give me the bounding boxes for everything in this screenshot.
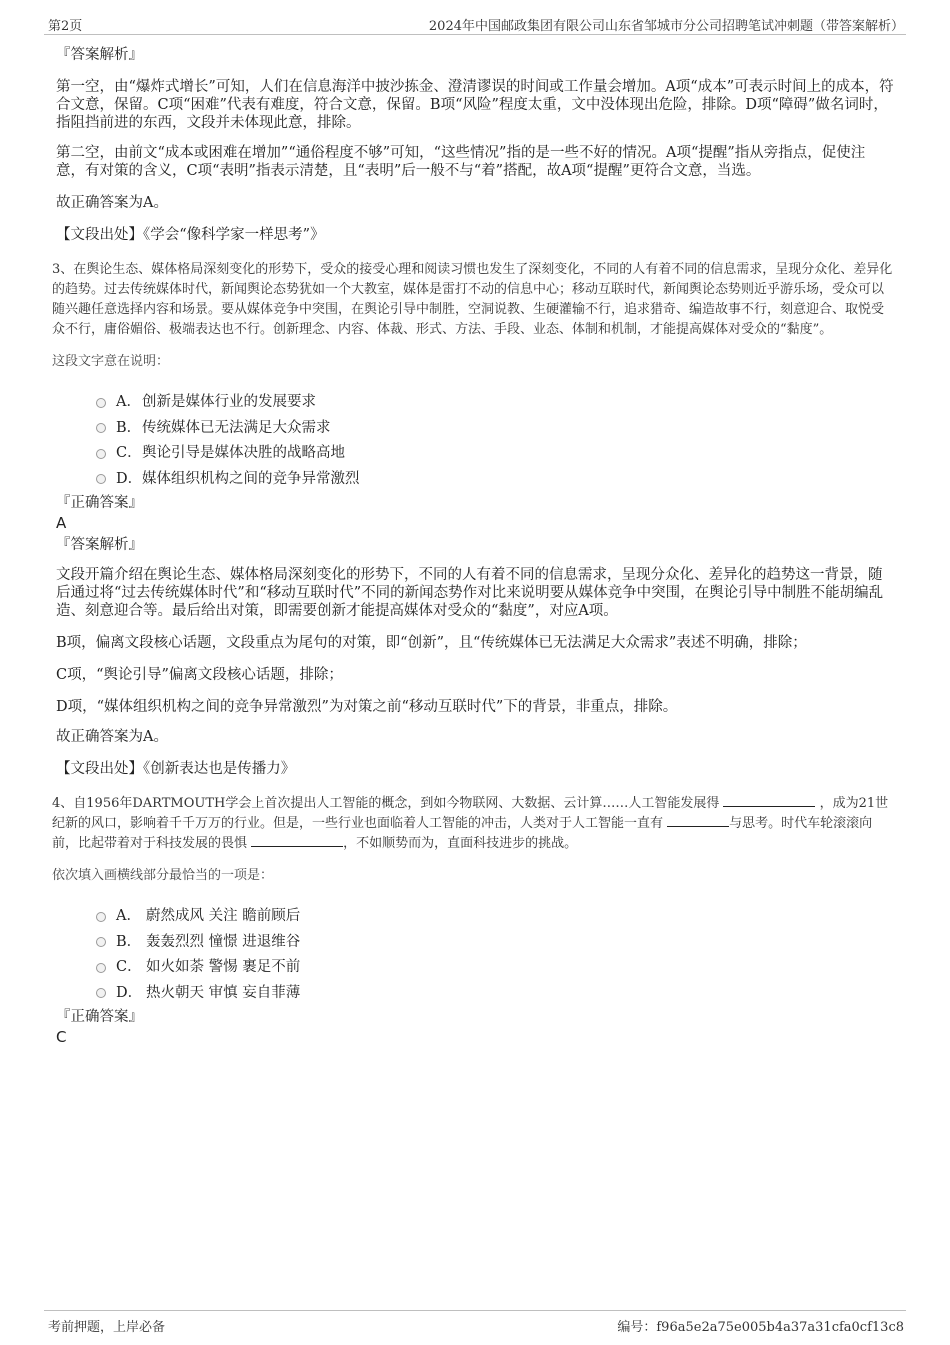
page-number: 第2页 bbox=[48, 19, 83, 34]
option-text: 媒体组织机构之间的竞争异常激烈 bbox=[142, 470, 360, 487]
option-text: 创新是媒体行业的发展要求 bbox=[142, 394, 316, 411]
fill-blank-2[interactable] bbox=[667, 814, 729, 827]
q3-question: 3、在舆论生态、媒体格局深刻变化的形势下，受众的接受心理和阅读习惯也发生了深刻变化，不同的人有着不同的信息需求，呈现分众化、差异化的趋势。过去传统媒体时代，新闻舆论态势犹如一个大教室，媒体是雷打不动的信息中心；移动互联时代，新闻舆论态势则近乎游乐场，受众可以随兴趣任意选择内容和场景。要从媒体竞争中突围，在舆论引导中制胜，空洞说教、生硬灌输不行，追求猎奇、编造故事不行，刻意迎合、取悦受众不行，庸俗媚俗、极端表达也不行。创新理念、内容、体裁、形式、方法、手段、业态、体制和机制，才能提高媒体对受众的“黏度”。 bbox=[52, 262, 893, 337]
q3-options bbox=[96, 388, 894, 490]
q4-options bbox=[96, 902, 894, 1004]
option-text: 传统媒体已无法满足大众需求 bbox=[142, 419, 331, 436]
page-header bbox=[44, 12, 906, 35]
fill-blank-1[interactable] bbox=[723, 794, 815, 807]
q2-analysis-p1: 第一空，由“爆炸式增长”可知，人们在信息海洋中披沙拣金、澄清谬误的时间或工作量会增加。A项“成本”可表示时间上的成本，符合文意，保留。C项“困难”代表有难度，符合文意，保留。B项“风险”程度太重，文中没体现出危险，排除。D项“障碍”做名词时，指阻挡前进的东西，文段并未体现此意，排除。 bbox=[56, 79, 894, 131]
q3-analysis-label: 『答案解析』 bbox=[56, 537, 143, 553]
q3-conclusion: 故正确答案为A。 bbox=[56, 729, 168, 745]
q4-option-d[interactable]: D． 热火朝天 审慎 妄自菲薄 bbox=[96, 979, 894, 1005]
q4-option-b[interactable]: B． 轰轰烈烈 憧憬 进退维谷 bbox=[96, 928, 894, 954]
option-text: 轰轰烈烈 憧憬 进退维谷 bbox=[146, 933, 301, 950]
document-code: 编号：f96a5e2a75e005b4a37a31cfa0cf13c8 bbox=[617, 1320, 904, 1335]
q3-option-b[interactable]: B． 传统媒体已无法满足大众需求 bbox=[96, 414, 894, 440]
radio-icon[interactable] bbox=[96, 963, 106, 973]
q2-analysis-p2: 第二空，由前文“成本或困难在增加”“通俗程度不够”可知，“这些情况”指的是一些不好的情况。A项“提醒”指从旁指点，促使注意，有对策的含义，C项“表明”指表示清楚，且“表明”后一般不与“着”搭配，故A项“提醒”更符合文意，当选。 bbox=[56, 145, 866, 179]
option-text: 舆论引导是媒体决胜的战略高地 bbox=[142, 445, 345, 462]
q3-answer-label: 『正确答案』 bbox=[56, 495, 143, 511]
q4-prompt: 依次填入画横线部分最恰当的一项是： bbox=[52, 868, 274, 883]
radio-icon[interactable] bbox=[96, 937, 106, 947]
q4-answer: C bbox=[56, 1028, 67, 1046]
q3-prompt: 这段文字意在说明： bbox=[52, 354, 170, 369]
radio-icon[interactable] bbox=[96, 423, 106, 433]
q2-source: 【文段出处】《学会“像科学家一样思考”》 bbox=[56, 227, 325, 243]
q3-analysis-d: D项，“媒体组织机构之间的竞争异常激烈”为对策之前“移动互联时代”下的背景，非重点，排除。 bbox=[56, 699, 678, 715]
q3-analysis-c: C项，“舆论引导”偏离文段核心话题，排除； bbox=[56, 667, 343, 683]
q2-conclusion: 故正确答案为A。 bbox=[56, 195, 168, 211]
q3-option-d[interactable]: D． 媒体组织机构之间的竞争异常激烈 bbox=[96, 465, 894, 491]
page-footer bbox=[44, 1310, 906, 1337]
option-text: 蔚然成风 关注 瞻前顾后 bbox=[146, 908, 301, 925]
q3-analysis-p1: 文段开篇介绍在舆论生态、媒体格局深刻变化的形势下，不同的人有着不同的信息需求，呈现分众化、差异化的趋势这一背景，随后通过将“过去传统媒体时代”和“移动互联时代”不同的新闻态势作对比来说明要从媒体竞争中突围，在舆论引导中制胜不能胡编乱造、刻意迎合等。最后给出对策，即需要创新才能提高媒体对受众的“黏度”，对应A项。 bbox=[56, 567, 884, 619]
footer-slogan: 考前押题，上岸必备 bbox=[48, 1320, 166, 1335]
q3-source: 【文段出处】《创新表达也是传播力》 bbox=[56, 761, 296, 777]
page-content bbox=[52, 44, 894, 1046]
q3-analysis-b: B项，偏离文段核心话题，文段重点为尾句的对策，即“创新”，且“传统媒体已无法满足大众需求”表述不明确，排除； bbox=[56, 635, 807, 651]
radio-icon[interactable] bbox=[96, 398, 106, 408]
option-text: 如火如荼 警惕 裹足不前 bbox=[146, 959, 301, 976]
q3-option-a[interactable]: A． 创新是媒体行业的发展要求 bbox=[96, 388, 894, 414]
q2-analysis-label: 『答案解析』 bbox=[56, 47, 143, 63]
q3-answer: A bbox=[56, 514, 67, 532]
q4-answer-label: 『正确答案』 bbox=[56, 1009, 143, 1025]
q3-option-c[interactable]: C． 舆论引导是媒体决胜的战略高地 bbox=[96, 439, 894, 465]
radio-icon[interactable] bbox=[96, 988, 106, 998]
radio-icon[interactable] bbox=[96, 912, 106, 922]
fill-blank-3[interactable] bbox=[251, 834, 343, 847]
q4-option-a[interactable]: A． 蔚然成风 关注 瞻前顾后 bbox=[96, 902, 894, 928]
option-text: 热火朝天 审慎 妄自菲薄 bbox=[146, 984, 301, 1001]
radio-icon[interactable] bbox=[96, 474, 106, 484]
q4-option-c[interactable]: C． 如火如荼 警惕 裹足不前 bbox=[96, 953, 894, 979]
radio-icon[interactable] bbox=[96, 449, 106, 459]
q4-question: 4、自1956年DARTMOUTH学会上首次提出人工智能的概念，到如今物联网、大数据、云计算……人工智能发展得 ，成为21世纪新的风口，影响着千千万万的行业。但是，一些行业也面临着人工智能的冲击，人类对于人工智能一直有 与思考。时代车轮滚滚向前，比起带着对于科技发展的畏惧 ，不如顺势而为，直面科技进步的挑战。 bbox=[52, 796, 889, 851]
document-title: 2024年中国邮政集团有限公司山东省邹城市分公司招聘笔试冲刺题（带答案解析） bbox=[428, 19, 904, 34]
